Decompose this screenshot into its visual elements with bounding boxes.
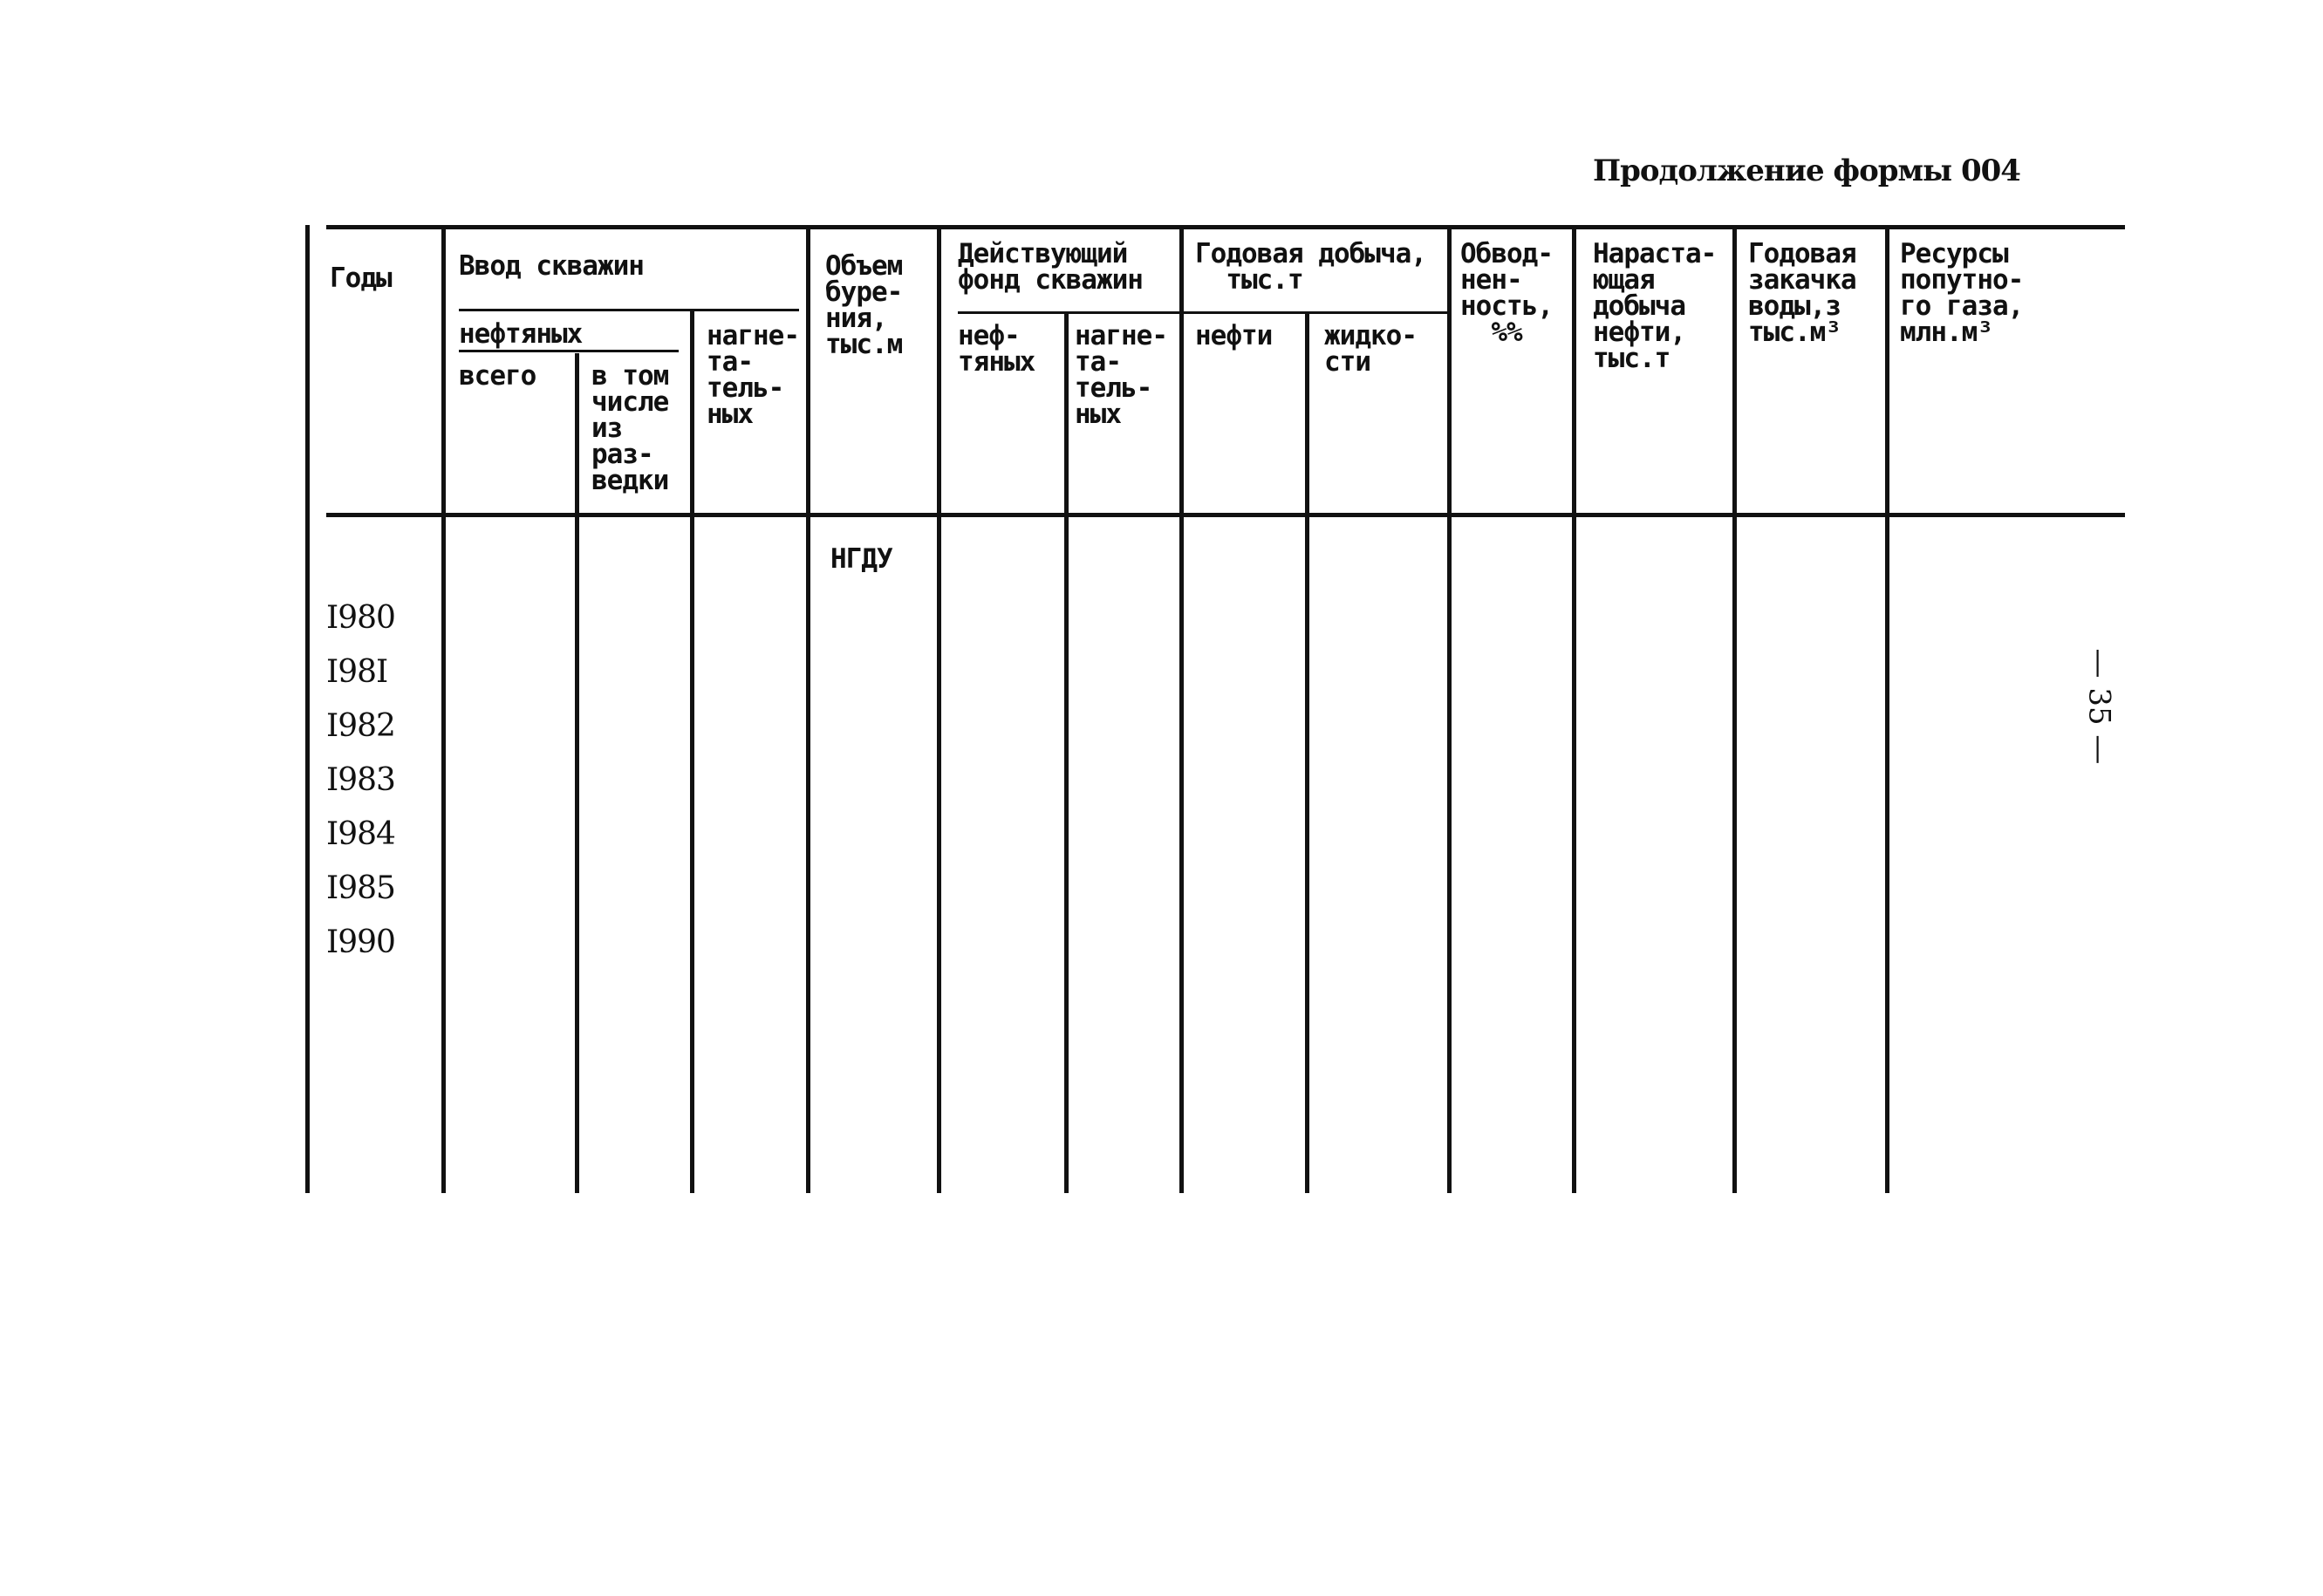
- year-row: I98I: [326, 654, 388, 690]
- col-line-10: [1572, 228, 1576, 1193]
- header-active-oil: неф- тяных: [958, 320, 1035, 378]
- col-line-5: [937, 228, 941, 1193]
- year-row: I984: [326, 816, 395, 852]
- header-annual-production: Годовая добыча, тыс.т: [1195, 238, 1426, 296]
- year-row: I990: [326, 924, 395, 960]
- header-wells-input: Ввод скважин: [459, 250, 644, 282]
- header-total: всего: [459, 360, 536, 392]
- col-line-7: [1179, 228, 1184, 1193]
- header-watercut: Обвод- нен- ность, %%: [1460, 238, 1553, 348]
- col-line-2: [575, 353, 579, 1193]
- year-row: I985: [326, 870, 395, 906]
- col-line-4: [806, 228, 810, 1193]
- header-drilling-volume: Объем буре- ния, тыс.м: [825, 250, 903, 360]
- year-row: I980: [326, 600, 395, 636]
- header-bottom-rule: [326, 513, 2125, 517]
- header-injection: нагне- та- тель- ных: [707, 320, 799, 430]
- col-line-8: [1305, 312, 1309, 1193]
- header-incl-exploration: в том числе из раз- ведки: [591, 360, 669, 496]
- header-injection-water: Годовая закачка воды,з тыс.м³: [1748, 238, 1856, 348]
- wells-input-underline: [459, 309, 799, 311]
- section-label: НГДУ: [830, 543, 892, 575]
- col-line-6: [1064, 312, 1069, 1193]
- header-active-fund: Действующий фонд скважин: [958, 238, 1143, 296]
- col-line-1: [441, 228, 446, 1193]
- col-line-0: [305, 225, 310, 1193]
- table-top-rule: [326, 225, 2125, 229]
- oil-wells-underline: [459, 350, 679, 352]
- year-row: I982: [326, 708, 395, 744]
- col-line-11: [1732, 228, 1737, 1193]
- year-row: I983: [326, 762, 395, 798]
- header-active-injection: нагне- та- тель- ных: [1075, 320, 1167, 430]
- header-years: Годы: [330, 263, 392, 294]
- active-fund-underline: [958, 311, 1183, 314]
- annual-production-underline: [1183, 311, 1450, 314]
- header-oil: нефти: [1195, 320, 1273, 351]
- col-line-3: [690, 310, 694, 1193]
- col-line-9: [1447, 228, 1452, 1193]
- page-number: — 35 —: [2081, 648, 2117, 765]
- header-liquid: жидко- сти: [1324, 320, 1417, 378]
- header-oil-wells: нефтяных: [459, 318, 583, 350]
- col-line-12: [1885, 228, 1889, 1193]
- form-caption: Продолжение формы 004: [1593, 153, 2020, 188]
- header-cumulative: Нараста- ющая добыча нефти, тыс.т: [1593, 238, 1717, 374]
- header-gas-resources: Ресурсы попутно- го газа, млн.м³: [1900, 238, 2024, 348]
